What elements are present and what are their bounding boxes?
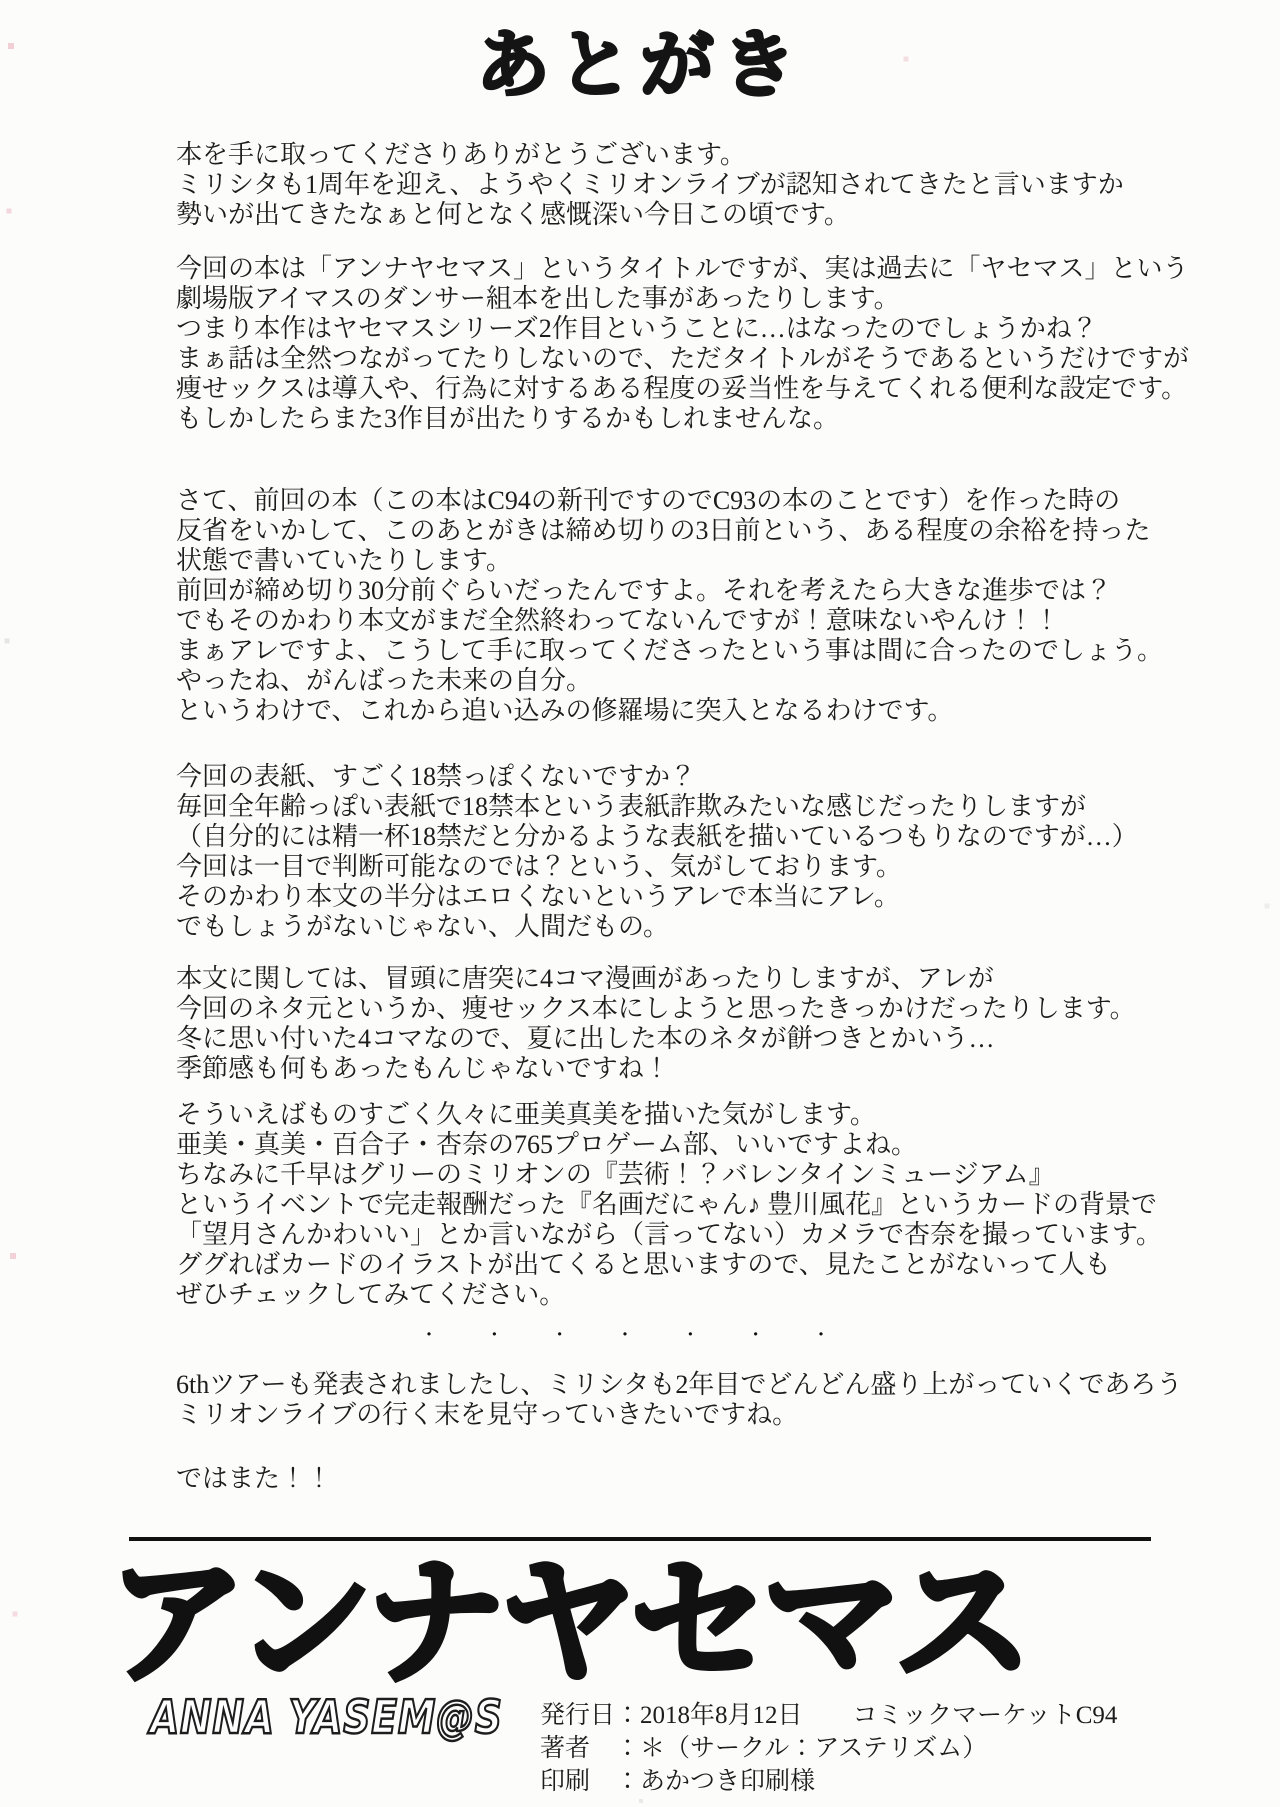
text-line: 6thツアーも発表されましたし、ミリシタも2年目でどんどん盛り上がっていくであろう [176,1370,1183,1399]
footer-divider-line [129,1537,1151,1541]
colophon-line-publication-date: 発行日：2018年8月12日 コミックマーケットC94 [540,1702,1118,1729]
text-line: （自分的には精一杯18禁だと分かるような表紙を描いているつもりなのですが…） [176,822,1138,851]
separator-dot: ・ [485,1325,504,1345]
text-line: そういえばものすごく久々に亜美真美を描いた気がします。 [176,1100,876,1129]
text-line: ではまた！！ [176,1464,333,1493]
text-line: 勢いが出てきたなぁと何となく感慨深い今日この頃です。 [176,200,850,229]
text-line: 亜美・真美・百合子・杏奈の765プロゲーム部、いいですよね。 [176,1130,918,1159]
text-line: そのかわり本文の半分はエロくないというアレで本当にアレ。 [176,882,900,911]
separator-dot: ・ [746,1325,765,1345]
text-line: 今回の本は「アンナヤセマス」というタイトルですが、実は過去に「ヤセマス」という [176,254,1189,283]
text-line: というわけで、これから追い込みの修羅場に突入となるわけです。 [176,696,954,725]
text-line: でもしょうがないじゃない、人間だもの。 [176,912,669,941]
afterword-paragraph-title-origin [176,254,1189,434]
text-line: 今回のネタ元というか、痩せックス本にしようと思ったきっかけだったりします。 [176,994,1136,1023]
afterword-paragraph-intro [176,140,1126,230]
text-line: 反省をいかして、このあとがきは締め切りの3日前という、ある程度の余裕を持った [176,516,1151,545]
text-line: 本文に関しては、冒頭に唐突に4コマ漫画があったりしますが、アレが [176,964,994,993]
page-title: あとがき [476,22,804,108]
separator-dot: ・ [811,1325,830,1345]
text-line: さて、前回の本（この本はC94の新刊ですのでC93の本のことです）を作った時の [176,486,1121,515]
text-line: というイベントで完走報酬だった『名画だにゃん♪ 豊川風花』というカードの背景で [176,1190,1157,1219]
scan-noise-specks [0,0,2,2]
afterword-paragraph-characters [176,1100,1162,1310]
afterword-paragraph-closing [176,1370,1183,1430]
text-line: 前回が締め切り30分前ぐらいだったんですよ。それを考えたら大きな進歩では？ [176,576,1113,605]
text-line: 状態で書いていたりします。 [176,546,512,575]
afterword-paragraph-cover [176,762,1138,942]
text-line: 「望月さんかわいい」とか言いながら（言ってない）カメラで杏奈を撮っています。 [176,1220,1162,1249]
separator-dot: ・ [420,1325,438,1345]
colophon-line-author: 著者 ：＊（サークル：アステリズム） [540,1735,988,1762]
text-line: やったね、がんばった未来の自分。 [176,666,593,695]
afterword-paragraph-4koma [176,964,1136,1084]
text-line: ちなみに千早はグリーのミリオンの『芸術！？バレンタインミュージアム』 [176,1160,1055,1189]
separator-dot: ・ [550,1325,569,1345]
text-line: でもそのかわり本文がまだ全然終わってないんですが！意味ないやんけ！！ [176,606,1060,635]
separator-dot: ・ [615,1325,634,1345]
text-line: 季節感も何もあったもんじゃないですね！ [176,1054,670,1083]
text-line: 冬に思い付いた4コマなので、夏に出した本のネタが餅つきとかいう… [176,1024,995,1053]
separator-dot: ・ [681,1325,700,1345]
afterword-body [176,140,1189,1518]
text-line: ミリシタも1周年を迎え、ようやくミリオンライブが認知されてきたと言いますか [176,170,1124,199]
text-line: 今回の表紙、すごく18禁っぽくないですか？ [176,762,697,791]
text-line: つまり本作はヤセマスシリーズ2作目ということに…はなったのでしょうかね？ [176,314,1098,343]
text-line: ミリオンライブの行く末を見守っていきたいですね。 [176,1400,799,1429]
afterword-paragraph-deadline [176,486,1163,726]
text-line: もしかしたらまた3作目が出たりするかもしれませんな。 [176,404,840,433]
text-line: 毎回全年齢っぽい表紙で18禁本という表紙詐欺みたいな感じだったりしますが [176,792,1087,821]
series-logo-latin: ANNA YASEM@S [150,1690,503,1744]
text-line: まぁ話は全然つながってたりしないので、ただタイトルがそうであるというだけですが [176,344,1189,373]
text-line: 本を手に取ってくださりありがとうございます。 [176,140,746,169]
afterword-farewell [176,1464,1126,1494]
colophon-line-printer: 印刷 ：あかつき印刷様 [540,1768,816,1795]
text-line: 今回は一目で判断可能なのでは？という、気がしております。 [176,852,902,881]
text-line: まぁアレですよ、こうして手に取ってくださったという事は間に合ったのでしょう。 [176,636,1163,665]
colophon [540,1699,1117,1798]
text-line: ググればカードのイラストが出てくると思いますので、見たことがないって人も [176,1250,1111,1279]
series-logo-japanese: アンナヤセマス [108,1542,1027,1703]
text-line: 劇場版アイマスのダンサー組本を出した事があったりします。 [176,284,900,313]
text-line: ぜひチェックしてみてください。 [176,1280,566,1309]
text-line: 痩せックスは導入や、行為に対するある程度の妥当性を与えてくれる便利な設定です。 [176,374,1188,403]
dots-separator [420,1322,830,1348]
